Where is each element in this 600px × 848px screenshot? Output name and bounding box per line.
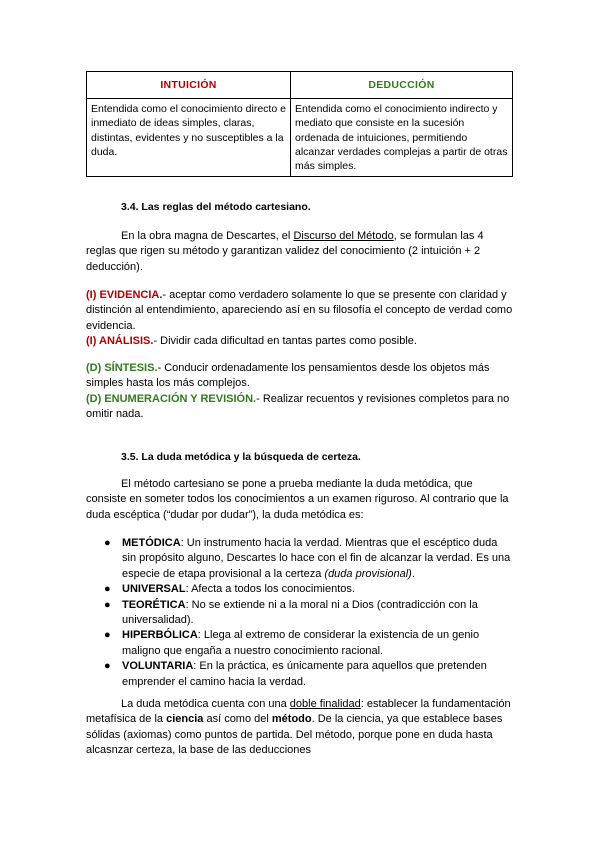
rule-label: (D) SÍNTESIS.	[86, 362, 158, 374]
section-heading-35: 3.5. La duda metódica y la búsqueda de certeza.	[121, 451, 361, 463]
section-35-heading-block	[86, 450, 514, 465]
rule-label: (I) ANÁLISIS.	[86, 335, 154, 348]
closing-paragraph	[86, 697, 514, 759]
bullet-icon: ●	[104, 537, 111, 549]
bullet-icon: ●	[104, 598, 111, 611]
bullet-icon: ●	[104, 629, 111, 642]
table-header-row	[87, 72, 513, 99]
term-text: : Afecta a todos los conocimientos.	[185, 583, 355, 596]
duda-provisional-italic: (duda provisional)	[324, 567, 412, 580]
rule-text: - aceptar como verdadero solamente lo que se presente con claridad y distinción al entendimiento, apareciendo así en su filosofía el concepto de verdad como evidencia.	[86, 289, 513, 332]
doble-finalidad-link[interactable]: doble finalidad	[289, 698, 361, 710]
comparison-table	[86, 71, 513, 177]
section-35-intro	[86, 477, 514, 523]
rule-label: (D) ENUMERACIÓN Y REVISIÓN.	[86, 392, 257, 405]
intro-text-pre: En la obra magna de Descartes, el	[121, 230, 294, 242]
closing-paragraph-block	[86, 697, 514, 759]
rule-label: (I) EVIDENCIA.	[86, 289, 163, 301]
cell-deduccion-definition: Entendida como el conocimiento indirecto y mediato que consiste en la sucesión ordenada de intuiciones, permitiendo alcanzar verdades complejas a partir de otras más simples.	[291, 99, 513, 177]
term-text: : En la práctica, es únicamente para aquellos que pretenden emprender el camino hacia la verdad.	[122, 660, 487, 688]
bullet-icon: ●	[104, 583, 111, 596]
rule-evidencia	[86, 288, 514, 334]
term-tail: .	[411, 567, 415, 580]
term-universal: UNIVERSAL	[122, 583, 186, 596]
list-item-voluntaria	[86, 659, 514, 690]
closing-text: . De la ciencia, ya que establece bases sólidas (axiomas) como puntos de partida. Del método, porque pone en duda hasta alcasnzar certeza, la base de las deducciones	[86, 713, 503, 757]
rule-analisis	[86, 334, 514, 349]
section-heading-34: 3.4. Las reglas del método cartesiano.	[121, 201, 311, 213]
closing-text: : establecer la fundamentación metafísica de la	[86, 698, 511, 726]
table-row	[87, 99, 513, 177]
cell-intuicion-definition: Entendida como el conocimiento directo e inmediato de ideas simples, claras, distintas, evidentes y no susceptibles a la duda.	[87, 99, 291, 177]
term-text: : Un instrumento hacia la verdad. Mientras que el escéptico duda sin propósito alguno, Descartes lo hace con el fin de alcanzar la verdad. Es una especie de etapa provisional a la certeza	[122, 537, 511, 580]
section-34-intro	[86, 229, 514, 275]
closing-text: así como del	[203, 713, 272, 726]
discurso-del-metodo-link[interactable]: Discurso del Método	[293, 230, 394, 242]
rule-text: - Realizar recuentos y revisiones completos para no omitir nada.	[86, 392, 510, 421]
list-item-metodica	[86, 536, 514, 582]
term-teoretica: TEORÉTICA	[122, 598, 186, 611]
list-item-hiperbolica	[86, 628, 514, 659]
term-hiperbolica: HIPERBÓLICA	[122, 629, 198, 642]
list-item-teoretica	[86, 598, 514, 629]
term-voluntaria: VOLUNTARIA	[122, 660, 194, 673]
intro-paragraph-35: El método cartesiano se pone a prueba mediante la duda metódica, que consiste en someter todos los conocimientos a un examen riguroso. Al contrario que la duda escéptica (“dudar por dudar”), la duda metódica es:	[86, 478, 509, 521]
header-deduccion: DEDUCCIÓN	[291, 72, 513, 99]
term-metodica: METÓDICA	[122, 537, 181, 549]
rules-group-1	[86, 288, 514, 350]
rules-group-2	[86, 361, 514, 423]
list-item-universal	[86, 582, 514, 597]
section-34-heading-block	[86, 200, 514, 215]
metodo-bold: método	[271, 713, 312, 726]
header-intuicion: INTUICIÓN	[87, 72, 291, 99]
rule-text: - Dividir cada dificultad en tantas partes como posible.	[153, 335, 417, 348]
characteristics-list	[86, 536, 514, 690]
bullet-icon: ●	[104, 660, 111, 673]
rule-sintesis	[86, 361, 514, 392]
intro-text-post: , se formulan las 4 reglas que rigen su método y garantizan validez del conocimiento (2 intuición + 2 deducción).	[86, 230, 484, 273]
term-text: : Llega al extremo de considerar la existencia de un genio maligno que engaña a nuestro conocimiento racional.	[122, 629, 480, 657]
term-text: : No se extiende ni a la moral ni a Dios (contradicción con la universalidad).	[122, 598, 478, 626]
ciencia-bold: ciencia	[166, 713, 204, 726]
rule-enumeracion	[86, 392, 514, 423]
closing-text: La duda metódica cuenta con una	[121, 698, 290, 710]
intro-paragraph	[86, 229, 514, 275]
rule-text: - Conducir ordenadamente los pensamientos desde los objetos más simples hasta los más complejos.	[86, 362, 490, 390]
